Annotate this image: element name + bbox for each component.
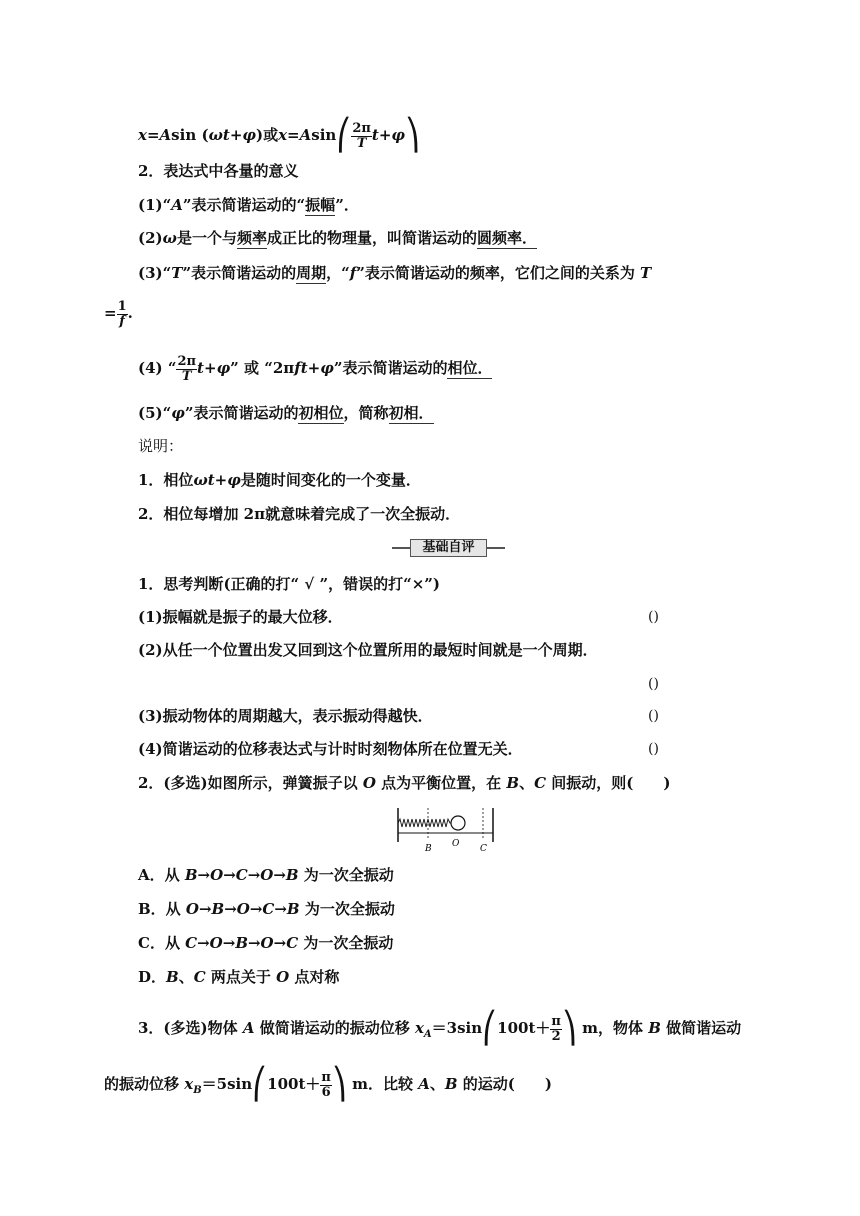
item4-phi2: φ [320, 359, 334, 377]
option-d-mid: 两点关于 [205, 968, 277, 986]
label-O: O [452, 839, 460, 849]
or-text: 或 [263, 126, 279, 144]
equals2: = [287, 126, 300, 144]
q3l2-pre: 的振动位移 [104, 1075, 185, 1093]
q3-frac-den: 2 [551, 1028, 561, 1044]
badge-left-bar [392, 547, 410, 549]
item2-answer1: 频率 [236, 229, 267, 247]
bracket-open: ⎛ [336, 118, 352, 153]
q3l2-fraction [320, 1071, 332, 1100]
option-d-C: C [193, 968, 206, 986]
item4-frac-num: 2π [177, 353, 197, 369]
q3-sub-A: A [423, 1029, 432, 1040]
fraction-2pi-T-item4 [176, 355, 197, 384]
q2-stem [138, 773, 670, 793]
paren-close: ) [255, 126, 264, 144]
item4-mid2: ”表示简谐运动的 [333, 359, 448, 377]
q1-answer-paren-4[interactable]: () [648, 741, 659, 757]
item4-ft: ft [294, 359, 308, 377]
q3l2-B: B [444, 1075, 458, 1093]
q1-item-4: (4)简谐运动的位移表达式与计时时刻物体所在位置无关． [138, 740, 523, 758]
option-d-O: O [276, 968, 290, 986]
plus2: + [378, 126, 392, 144]
q3-unit: m，物体 [576, 1019, 649, 1037]
item3-mid1: ”表示简谐运动的 [182, 264, 297, 282]
option-c-letter: C．从 [138, 934, 186, 952]
item1-post: ”． [335, 196, 359, 214]
section2-title: 2．表达式中各量的意义 [138, 162, 299, 180]
q1-answer-paren-3[interactable]: () [648, 708, 659, 724]
q3l2-frac-den: 6 [321, 1084, 331, 1100]
item4-t: t [197, 359, 204, 377]
q3l2-sub-B: B [193, 1085, 202, 1096]
option-d-letter: D． [138, 968, 167, 986]
item5-mid2: ，简称 [343, 404, 389, 422]
badge-right-bar [487, 547, 505, 549]
label-B: B [425, 844, 432, 854]
item4-plus: + [203, 359, 217, 377]
option-a-post: 为一次全振动 [298, 866, 394, 884]
q2-post: 间振动，则( ) [546, 774, 671, 792]
option-c-post: 为一次全振动 [298, 934, 394, 952]
note-1 [138, 470, 421, 490]
note1-plus: + [214, 471, 228, 489]
q2-B: B [506, 774, 520, 792]
equals: = [146, 126, 160, 144]
item3-T: T [171, 264, 183, 282]
note1-wt: ωt [193, 471, 215, 489]
sin-fn: sin [171, 126, 197, 144]
item3-mid3: ”表示简谐运动的频率，它们之间的关系为 [356, 264, 641, 282]
var-t: t [222, 126, 230, 144]
section-badge [392, 539, 505, 557]
option-d[interactable] [138, 967, 339, 987]
sin-fn2: sin [311, 126, 337, 144]
item2-answer2: 圆频率． [476, 229, 537, 247]
option-c[interactable] [138, 933, 393, 953]
bracket-close: ⎞ [404, 118, 420, 153]
q3l2-unit: m．比较 [346, 1075, 419, 1093]
q3-x: x [414, 1019, 424, 1037]
item3-answer1: 周期 [296, 264, 327, 282]
item2-mid1: 是一个与 [176, 229, 237, 247]
phi: φ [242, 126, 256, 144]
option-d-sep: 、 [178, 968, 194, 986]
q2-mid1: 点为平衡位置，在 [375, 774, 507, 792]
item3-pre: (3)“ [138, 264, 172, 282]
item3-mid2: ，“ [326, 264, 350, 282]
frac-num-1: 1 [117, 298, 127, 314]
omega: ω [208, 126, 223, 144]
q3l2-post: 的运动( ) [457, 1075, 552, 1093]
q3-fraction [550, 1015, 562, 1044]
item5-answer2: 初相． [388, 404, 434, 422]
q3-bracket-close: ⎞ [561, 1011, 577, 1046]
q2-pre: 2．(多选)如图所示，弹簧振子以 [138, 774, 363, 792]
item2-omega: ω [162, 229, 177, 247]
option-b-seq: O→B→O→C→B [185, 900, 300, 918]
option-d-post: 点对称 [289, 968, 340, 986]
spring-oscillator-figure [392, 804, 502, 854]
q3l2-bracket-open: ⎛ [252, 1067, 268, 1102]
q2-O: O [362, 774, 376, 792]
q3-bracket-open: ⎛ [482, 1011, 498, 1046]
option-b-post: 为一次全振动 [299, 900, 395, 918]
q3l2-bracket-close: ⎞ [331, 1067, 347, 1102]
note1-post: 是随时间变化的一个变量． [240, 471, 421, 489]
q3-mid1: 做简谐运动的振动位移 [254, 1019, 415, 1037]
phi2: φ [391, 126, 405, 144]
note1-pre: 1．相位 [138, 471, 194, 489]
q1-item-2: (2)从任一个位置出发又回到这个位置所用的最短时间就是一个周期． [138, 641, 598, 659]
item5-answer1: 初相位 [298, 404, 344, 422]
q3l2-A: A [418, 1075, 430, 1093]
oscillator-ball [451, 816, 465, 830]
item4-phi: φ [216, 359, 231, 377]
item4-answer: 相位． [447, 359, 493, 377]
note-2: 2．相位每增加 2π就意味着完成了一次全振动． [138, 505, 461, 523]
item4-mid1: ” 或 “2π [230, 359, 295, 377]
note-title: 说明： [138, 437, 184, 455]
q3l2-inner: 100t＋ [267, 1075, 321, 1093]
item-3-cont [104, 295, 133, 331]
item2-pre: (2) [138, 229, 163, 247]
q3-pre: 3．(多选)物体 [138, 1019, 243, 1037]
q3-A: A [242, 1019, 255, 1037]
item2-mid2: 成正比的物理量，叫简谐运动的 [266, 229, 477, 247]
item-3 [138, 263, 651, 283]
item5-pre: (5)“ [138, 404, 172, 422]
var-t2: t [371, 126, 379, 144]
badge-label: 基础自评 [410, 539, 487, 557]
item-1 [138, 195, 359, 215]
q1-answer-paren-2[interactable]: () [648, 676, 659, 692]
item4-plus2: + [307, 359, 321, 377]
q3-eq: ＝3sin [431, 1019, 483, 1037]
var-A: A [159, 126, 172, 144]
frac-num: 2π [352, 120, 371, 136]
q1-item-3: (3)振动物体的周期越大，表示振动得越快． [138, 707, 433, 725]
q3-line-1 [138, 1008, 741, 1055]
item5-phi: φ [171, 404, 185, 422]
item1-answer: 振幅 [305, 196, 336, 214]
frac-den: T [356, 135, 367, 151]
var-A2: A [299, 126, 312, 144]
q3-line-2 [104, 1064, 552, 1111]
var-x2: x [278, 126, 288, 144]
q1-answer-paren-1[interactable]: () [648, 609, 659, 625]
q3-frac-num: π [551, 1013, 561, 1029]
q3-B: B [648, 1019, 661, 1037]
item-4 [138, 350, 492, 386]
option-d-B: B [166, 968, 179, 986]
label-C: C [480, 844, 487, 854]
q3l2-x: x [184, 1075, 194, 1093]
item1-var: A [171, 196, 183, 214]
item3-eq: = [104, 304, 117, 322]
option-a-letter: A．从 [138, 866, 185, 884]
paren-open: ( [201, 126, 209, 144]
option-a-seq: B→O→C→O→B [184, 866, 299, 884]
q3l2-sep: 、 [429, 1075, 445, 1093]
item4-frac-den: T [181, 368, 192, 384]
fraction-1-f [117, 300, 128, 329]
item3-dot: . [127, 304, 133, 322]
q1-item-1: (1)振幅就是振子的最大位移． [138, 608, 343, 626]
q3l2-frac-num: π [321, 1069, 331, 1085]
option-c-seq: C→O→B→O→C [185, 934, 299, 952]
q3-inner: 100t＋ [497, 1019, 551, 1037]
item-2 [138, 228, 537, 248]
formula-line [138, 118, 420, 153]
q2-C: C [534, 774, 547, 792]
plus: + [229, 126, 243, 144]
fraction-2pi-T [351, 122, 372, 151]
item1-mid: ”表示简谐运动的“ [182, 196, 306, 214]
var-x: x [138, 126, 147, 144]
note1-phi: φ [227, 471, 241, 489]
item3-T2: T [640, 264, 652, 282]
option-a[interactable] [138, 865, 394, 885]
item5-mid1: ”表示简谐运动的 [184, 404, 299, 422]
item4-pre: (4) “ [138, 359, 177, 377]
item-5 [138, 403, 434, 423]
q3l2-eq: ＝5sin [201, 1075, 253, 1093]
item3-f: f [349, 264, 357, 282]
frac-den-f: f [119, 313, 125, 329]
q1-title: 1．思考判断(正确的打“ √ ”，错误的打“×”) [138, 575, 441, 593]
q2-sep: 、 [519, 774, 535, 792]
option-b-letter: B．从 [138, 900, 186, 918]
item1-pre: (1)“ [138, 196, 172, 214]
q3-post: 做简谐运动 [660, 1019, 742, 1037]
option-b[interactable] [138, 899, 395, 919]
spring [398, 819, 451, 827]
